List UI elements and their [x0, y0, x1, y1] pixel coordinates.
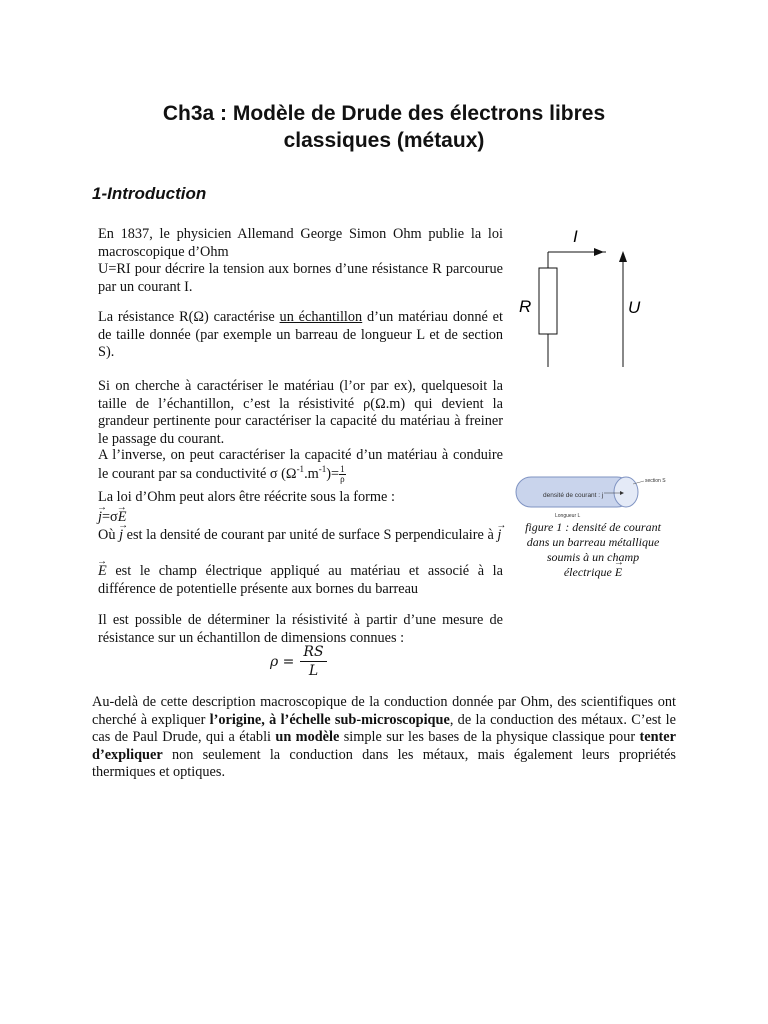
length-label: Longueur L: [555, 513, 581, 519]
paragraph-current-density: Où → j est la densité de courant par unité de surface S perpendiculaire à → j: [98, 527, 503, 545]
voltage-label: U: [628, 298, 641, 317]
bar-inner-label: densité de courant : j: [543, 492, 604, 499]
paragraph-measure-resistivity: Il est possible de déterminer la résistivité à partir d’une mesure de résistance sur un échantillon de dimensions connues :: [98, 612, 503, 646]
paragraph-drude-intro: Au-delà de cette description macroscopique de la conduction donnée par Ohm, des scientifiques ont cherché à expliquer l’origine, à l’échelle sub-microscopique, de la conduction des métaux. C’est le cas de Paul Drude, qui a établi un modèle simple sur les bases de la physique classique pour tenter d’expliquer non seulement la conduction dans les métaux, mais également leurs propriétés thermiques et optiques.: [92, 694, 676, 781]
paragraph-conductivity: A l’inverse, on peut caractériser la capacité d’un matériau à conduire le courant par sa conductivité σ $(\Omega^{-1}.m^{-1})=$ $\frac{1}{\rho}$: [98, 447, 503, 484]
underlined-term: un échantillon: [279, 309, 363, 325]
paragraph-resistivity: Si on cherche à caractériser le matériau (l’or par ex), quelquesoit la taille de l’échantillon, c’est la résistivité ρ(Ω.m) qui devient la grandeur pertinente pour caractériser la capacité du matériau à freiner le passage du courant.: [98, 378, 503, 447]
current-label: I: [573, 227, 578, 246]
voltage-arrow-icon: [619, 251, 627, 262]
paragraph-electric-field: → E est le champ électrique appliqué au matériau et associé à la différence de potentielle présente aux bornes du barreau: [98, 563, 503, 598]
page-title: Ch3a : Modèle de Drude des électrons libres classiques (métaux): [162, 102, 606, 152]
resistor-symbol: [539, 268, 557, 334]
figure-caption: figure 1 : densité de courant dans un barreau métallique soumis à un champ électrique → E: [513, 520, 673, 580]
resistivity-formula: ρ = $\frac{RS}{L}$: [270, 644, 327, 679]
paragraph-ohm-history: En 1837, le physicien Allemand George Simon Ohm publie la loi macroscopique d’Ohm U=RI pour décrire la tension aux bornes d’une résistance R parcourue par un courant I.: [98, 226, 503, 295]
section-heading: 1-Introduction: [92, 184, 207, 203]
paragraph-resistance: La résistance R(Ω) caractérise un échantillon d’un matériau donné et de taille donnée (par exemple un barreau de longueur L et de section S).: [98, 309, 503, 361]
inverse-rho-fraction: $\frac{1}{\rho}$: [340, 463, 345, 484]
section-label: section S: [645, 478, 666, 484]
metal-bar-figure: [510, 470, 680, 522]
resistance-label: R: [519, 297, 532, 316]
circuit-diagram: [510, 222, 660, 372]
bar-section-ellipse: [614, 477, 638, 507]
equation-j-sigma-e: → j=σ→ E: [98, 509, 503, 527]
current-arrow-icon: [594, 248, 604, 256]
paragraph-ohm-law-local: La loi d’Ohm peut alors être réécrite sous la forme :: [98, 489, 395, 505]
